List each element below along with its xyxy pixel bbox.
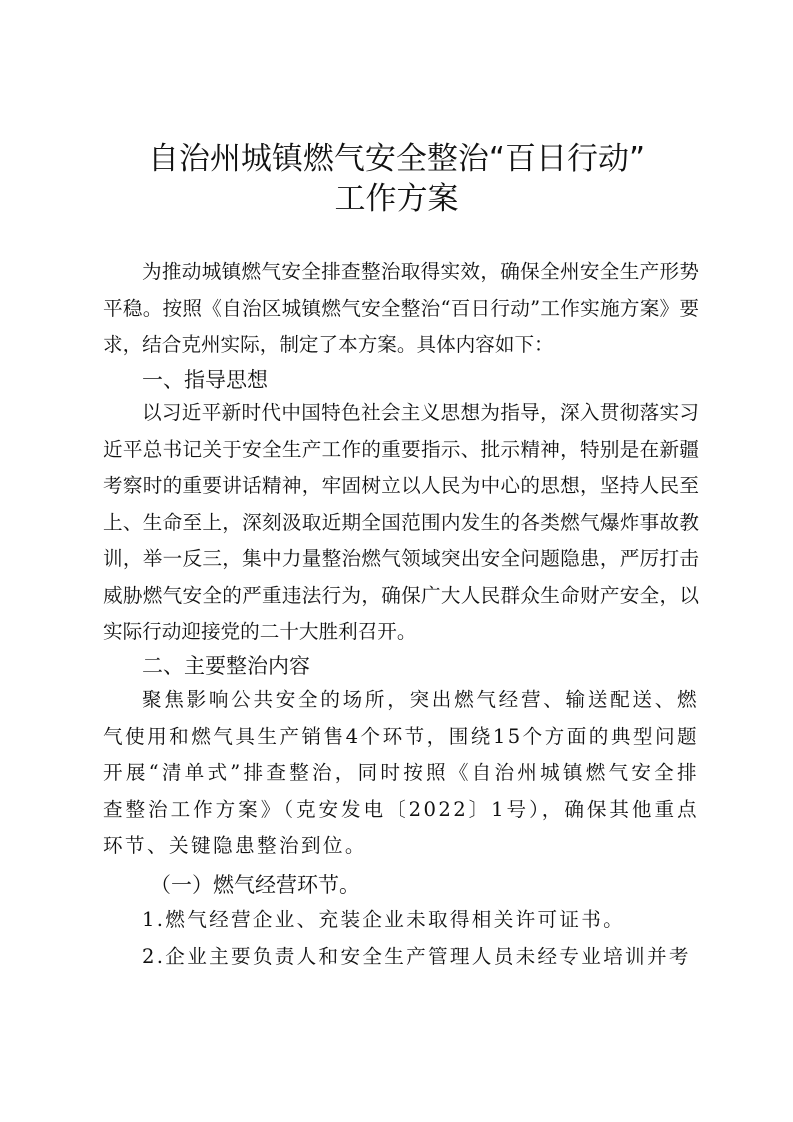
section-1-paragraph: 以习近平新时代中国特色社会主义思想为指导，深入贯彻落实习近平总书记关于安全生产工作的重要指示、批示精神，特别是在新疆考察时的重要讲话精神，牢固树立以人民为中心的思想，坚持人民至上、生命至上，深刻汲取近期全国范围内发生的各类燃气爆炸事故教训，举一反三，集中力量整治燃气领域突出安全问题隐患，严厉打击威胁燃气安全的严重违法行为，确保广大人民群众生命财产安全，以实际行动迎接党的二十大胜利召开。	[103, 401, 699, 643]
intro-paragraph: 为推动城镇燃气安全排查整治取得实效，确保全州安全生产形势平稳。按照《自治区城镇燃气安全整治“百日行动”工作实施方案》要求，结合克州实际，制定了本方案。具体内容如下：	[103, 260, 699, 356]
subsection-1-heading: （一）燃气经营环节。	[150, 873, 360, 897]
list-item-2: 2.企业主要负责人和安全生产管理人员未经专业培训并考	[142, 945, 691, 968]
section-2-heading: 二、主要整治内容	[142, 654, 310, 678]
section-2-paragraph: 聚焦影响公共安全的场所，突出燃气经营、输送配送、燃气使用和燃气具生产销售4个环节，围绕15个方面的典型问题开展“清单式”排查整治，同时按照《自治州城镇燃气安全排查整治工作方案》（克安发电〔2022〕1号），确保其他重点环节、关键隐患整治到位。	[103, 688, 699, 857]
list-item-1: 1.燃气经营企业、充装企业未取得相关许可证书。	[142, 908, 626, 931]
document-title-line-1: 自治州城镇燃气安全整治“百日行动”	[147, 141, 646, 177]
document-title-line-2: 工作方案	[334, 181, 459, 217]
section-1-heading: 一、指导思想	[142, 368, 268, 392]
